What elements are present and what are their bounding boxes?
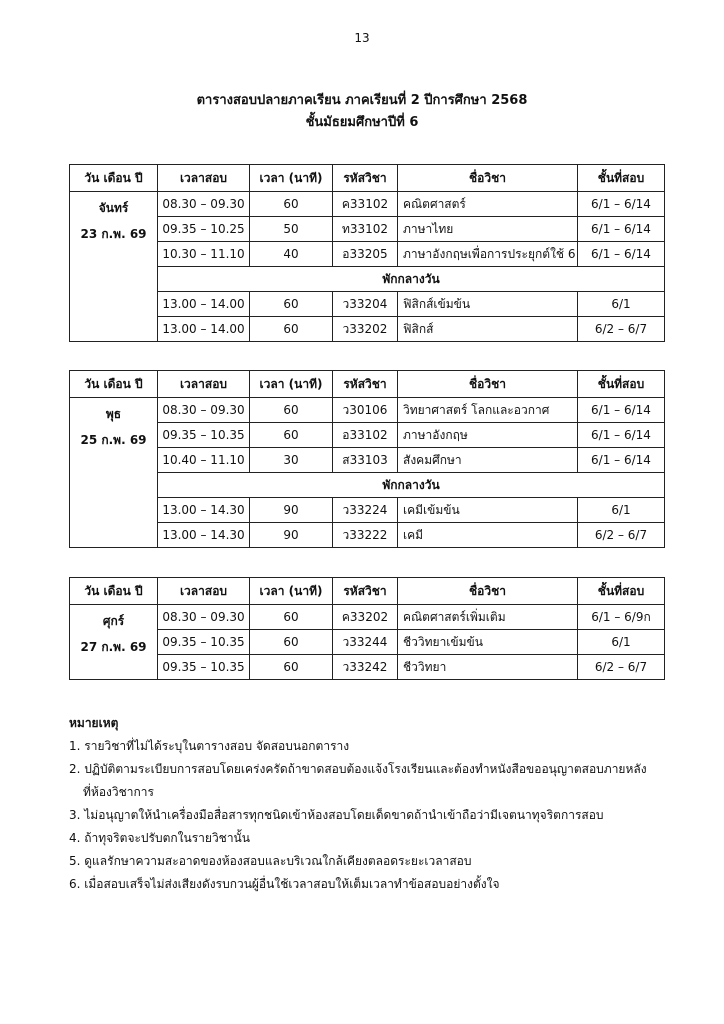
table-header-row <box>70 371 665 398</box>
notes-section <box>69 712 669 896</box>
time-cell: 13.00 – 14.00 <box>158 317 250 342</box>
class-cell: 6/2 – 6/7 <box>578 655 665 680</box>
class-cell: 6/1 <box>578 292 665 317</box>
page-title <box>0 90 724 134</box>
minutes-cell: 60 <box>250 655 333 680</box>
code-cell: ท33102 <box>333 217 398 242</box>
title-line-2: ชั้นมัธยมศึกษาปีที่ 6 <box>305 115 419 130</box>
table-row <box>70 498 665 523</box>
subject-cell: ฟิสิกส์ <box>398 317 578 342</box>
time-cell: 08.30 – 09.30 <box>158 192 250 217</box>
header-code: รหัสวิชา <box>333 165 398 192</box>
code-cell: ว33204 <box>333 292 398 317</box>
header-minutes: เวลา (นาที) <box>250 578 333 605</box>
table-row <box>70 192 665 217</box>
code-cell: ว33202 <box>333 317 398 342</box>
time-cell: 08.30 – 09.30 <box>158 605 250 630</box>
exam-table-wednesday <box>69 370 665 548</box>
note-item: 5. ดูแลรักษาความสะอาดของห้องสอบและบริเวณใกล้เคียงตลอดระยะเวลาสอบ <box>69 854 472 868</box>
code-cell: ส33103 <box>333 448 398 473</box>
subject-cell: ชีววิทยา <box>398 655 578 680</box>
minutes-cell: 90 <box>250 523 333 548</box>
header-time: เวลาสอบ <box>158 371 250 398</box>
header-minutes: เวลา (นาที) <box>250 371 333 398</box>
minutes-cell: 50 <box>250 217 333 242</box>
title-line-1: ตารางสอบปลายภาคเรียน ภาคเรียนที่ 2 ปีการศึกษา 2568 <box>196 93 528 108</box>
code-cell: ว33242 <box>333 655 398 680</box>
time-cell: 13.00 – 14.30 <box>158 523 250 548</box>
class-cell: 6/1 <box>578 498 665 523</box>
subject-cell: ภาษาอังกฤษ <box>398 423 578 448</box>
header-time: เวลาสอบ <box>158 165 250 192</box>
subject-cell: คณิตศาสตร์ <box>398 192 578 217</box>
subject-cell: เคมี <box>398 523 578 548</box>
day-date: 25 ก.พ. 69 <box>80 433 147 447</box>
code-cell: อ33205 <box>333 242 398 267</box>
notes-heading: หมายเหตุ <box>69 716 119 730</box>
header-minutes: เวลา (นาที) <box>250 165 333 192</box>
minutes-cell: 60 <box>250 192 333 217</box>
time-cell: 13.00 – 14.30 <box>158 498 250 523</box>
time-cell: 10.30 – 11.10 <box>158 242 250 267</box>
header-class: ชั้นที่สอบ <box>578 578 665 605</box>
subject-cell: ภาษาอังกฤษเพื่อการประยุกต์ใช้ 6 <box>398 242 578 267</box>
subject-cell: ฟิสิกส์เข้มข้น <box>398 292 578 317</box>
note-item: 3. ไม่อนุญาตให้นำเครื่องมือสื่อสารทุกชนิดเข้าห้องสอบโดยเด็ดขาดถ้านำเข้าถือว่ามีเจตนาทุจริตการสอบ <box>69 808 604 822</box>
day-cell <box>70 605 158 680</box>
subject-cell: สังคมศึกษา <box>398 448 578 473</box>
header-code: รหัสวิชา <box>333 578 398 605</box>
header-date: วัน เดือน ปี <box>70 578 158 605</box>
subject-cell: เคมีเข้มข้น <box>398 498 578 523</box>
table-row <box>70 292 665 317</box>
table-header-row <box>70 165 665 192</box>
code-cell: ค33202 <box>333 605 398 630</box>
minutes-cell: 60 <box>250 605 333 630</box>
code-cell: ว33222 <box>333 523 398 548</box>
class-cell: 6/1 – 6/14 <box>578 448 665 473</box>
exam-table-monday <box>69 164 665 342</box>
class-cell: 6/1 – 6/14 <box>578 423 665 448</box>
table-row <box>70 242 665 267</box>
time-cell: 08.30 – 09.30 <box>158 398 250 423</box>
header-subject: ชื่อวิชา <box>398 578 578 605</box>
day-date: 27 ก.พ. 69 <box>80 640 147 654</box>
day-cell <box>70 398 158 548</box>
minutes-cell: 60 <box>250 423 333 448</box>
table-row <box>70 398 665 423</box>
minutes-cell: 40 <box>250 242 333 267</box>
note-item: 2. ปฏิบัติตามระเบียบการสอบโดยเคร่งครัดถ้าขาดสอบต้องแจ้งโรงเรียนและต้องทำหนังสือขออนุญาตสอบภายหลัง <box>69 762 647 776</box>
minutes-cell: 60 <box>250 317 333 342</box>
minutes-cell: 60 <box>250 630 333 655</box>
header-class: ชั้นที่สอบ <box>578 371 665 398</box>
table-row <box>70 448 665 473</box>
table-row <box>70 630 665 655</box>
class-cell: 6/2 – 6/7 <box>578 317 665 342</box>
lunch-break-label: พักกลางวัน <box>158 473 665 498</box>
header-code: รหัสวิชา <box>333 371 398 398</box>
page-number: 13 <box>354 31 370 45</box>
class-cell: 6/1 <box>578 630 665 655</box>
class-cell: 6/1 – 6/9ก <box>578 605 665 630</box>
time-cell: 09.35 – 10.35 <box>158 655 250 680</box>
time-cell: 09.35 – 10.35 <box>158 630 250 655</box>
code-cell: ว33224 <box>333 498 398 523</box>
header-time: เวลาสอบ <box>158 578 250 605</box>
time-cell: 09.35 – 10.25 <box>158 217 250 242</box>
header-subject: ชื่อวิชา <box>398 165 578 192</box>
time-cell: 13.00 – 14.00 <box>158 292 250 317</box>
note-item: 4. ถ้าทุจริตจะปรับตกในรายวิชานั้น <box>69 831 250 845</box>
time-cell: 09.35 – 10.35 <box>158 423 250 448</box>
lunch-break-label: พักกลางวัน <box>158 267 665 292</box>
class-cell: 6/1 – 6/14 <box>578 242 665 267</box>
subject-cell: ชีววิทยาเข้มข้น <box>398 630 578 655</box>
time-cell: 10.40 – 11.10 <box>158 448 250 473</box>
minutes-cell: 60 <box>250 292 333 317</box>
class-cell: 6/1 – 6/14 <box>578 192 665 217</box>
minutes-cell: 30 <box>250 448 333 473</box>
subject-cell: วิทยาศาสตร์ โลกและอวกาศ <box>398 398 578 423</box>
class-cell: 6/1 – 6/14 <box>578 217 665 242</box>
exam-table-friday <box>69 577 665 680</box>
day-cell <box>70 192 158 342</box>
note-item: 1. รายวิชาที่ไม่ได้ระบุในตารางสอบ จัดสอบนอกตาราง <box>69 739 350 753</box>
table-row <box>70 523 665 548</box>
table-row <box>70 655 665 680</box>
table-row <box>70 605 665 630</box>
code-cell: ว33244 <box>333 630 398 655</box>
day-name: ศุกร์ <box>102 614 125 628</box>
class-cell: 6/2 – 6/7 <box>578 523 665 548</box>
table-row <box>70 317 665 342</box>
note-item: 6. เมื่อสอบเสร็จไม่ส่งเสียงดังรบกวนผู้อื่นใช้เวลาสอบให้เต็มเวลาทำข้อสอบอย่างตั้งใจ <box>69 877 500 891</box>
header-subject: ชื่อวิชา <box>398 371 578 398</box>
day-date: 23 ก.พ. 69 <box>80 227 147 241</box>
header-date: วัน เดือน ปี <box>70 371 158 398</box>
lunch-break-row <box>70 473 665 498</box>
lunch-break-row <box>70 267 665 292</box>
code-cell: ว30106 <box>333 398 398 423</box>
subject-cell: ภาษาไทย <box>398 217 578 242</box>
day-name: พุธ <box>105 407 122 421</box>
minutes-cell: 60 <box>250 398 333 423</box>
code-cell: ค33102 <box>333 192 398 217</box>
subject-cell: คณิตศาสตร์เพิ่มเติม <box>398 605 578 630</box>
day-name: จันทร์ <box>98 201 129 215</box>
header-class: ชั้นที่สอบ <box>578 165 665 192</box>
note-item-continuation: ที่ห้องวิชาการ <box>83 785 154 799</box>
code-cell: อ33102 <box>333 423 398 448</box>
class-cell: 6/1 – 6/14 <box>578 398 665 423</box>
header-date: วัน เดือน ปี <box>70 165 158 192</box>
table-row <box>70 217 665 242</box>
table-header-row <box>70 578 665 605</box>
minutes-cell: 90 <box>250 498 333 523</box>
table-row <box>70 423 665 448</box>
